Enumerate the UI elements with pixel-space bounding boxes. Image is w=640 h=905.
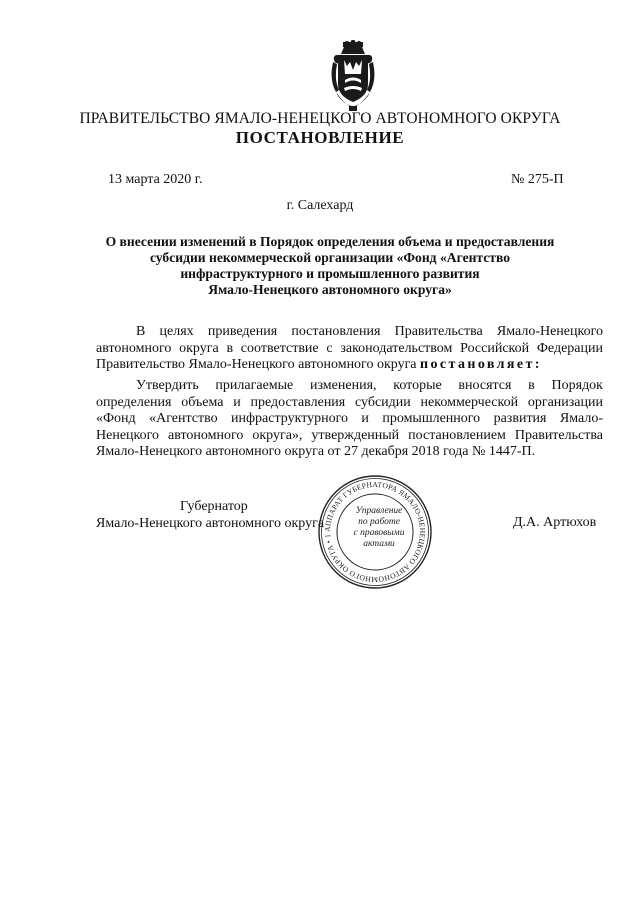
preamble-line: автономного округа в соответствие с законодательством Российской Федерации [96,340,603,356]
resolves-word: постановляет: [420,357,542,372]
resolution-line: определения объема и предоставления субсидии некоммерческой организации [96,394,603,410]
resolution-line: Ненецкого автономного округа», утвержденный постановлением Правительства [96,427,603,443]
stamp-center-line: по работе [358,517,400,527]
subject-line: субсидии некоммерческой организации «Фонд «Агентство [149,250,511,265]
stamp-center-text [346,506,412,550]
stamp-center-line: Управление [355,506,403,516]
subject-line: инфраструктурного и промышленного развития [180,266,480,281]
subject-line: Ямало-Ненецкого автономного округа» [208,282,452,297]
document-number: № 275-П [511,172,564,187]
subject-line: О внесении изменений в Порядок определения объема и предоставления [105,234,555,249]
document-type: ПОСТАНОВЛЕНИЕ [235,128,405,147]
resolution-line: «Фонд «Агентство инфраструктурного и промышленного развития Ямало- [96,411,603,426]
resolution-line: Утвердить прилагаемые изменения, которые вносятся в Порядок [136,378,603,393]
document-date: 13 марта 2020 г. [108,172,203,187]
resolution-paragraph [96,378,603,461]
document-place: г. Салехард [286,198,354,213]
preamble-paragraph [96,324,603,374]
resolution-line: Ямало-Ненецкого автономного округа от 27 декабря 2018 года № 1447-П. [96,444,536,459]
stamp-center-line: актами [363,539,395,549]
government-title: ПРАВИТЕЛЬСТВО ЯМАЛО-НЕНЕЦКОГО АВТОНОМНОГО ОКРУГА [79,110,561,127]
stamp-ring-text: АППАРАТ ГУБЕРНАТОРА ЯМАЛО-НЕНЕЦКОГО АВТОНОМНОГО ОКРУГА • 1 [322,479,428,585]
signer-region-line: Ямало-Ненецкого автономного округа [96,516,325,531]
document-subject [96,234,564,298]
signer-position [96,498,346,532]
preamble-line [96,357,603,374]
preamble-line: В целях приведения постановления Правительства Ямало-Ненецкого [136,324,603,339]
stamp-center-line: с правовыми [353,528,405,538]
signer-name: Д.А. Артюхов [513,515,597,530]
signer-role-line: Губернатор [180,499,248,514]
coat-of-arms-icon [330,40,376,112]
preamble-line-text: Правительство Ямало-Ненецкого автономного округа [96,357,417,372]
